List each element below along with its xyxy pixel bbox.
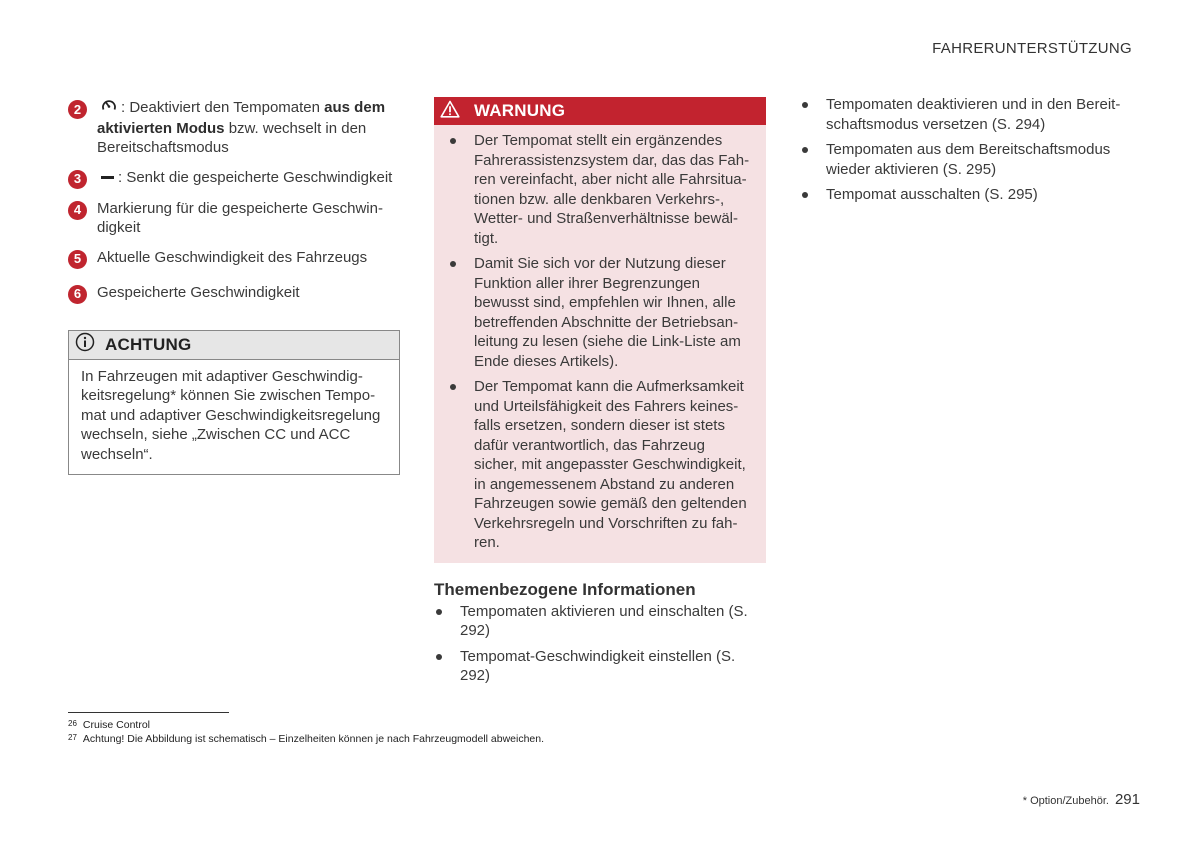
info-circle-icon xyxy=(75,332,95,357)
warning-header xyxy=(434,97,766,125)
bullet-dot xyxy=(802,192,808,198)
warning-box xyxy=(434,97,766,563)
callout-number-badge: 5 xyxy=(68,250,87,269)
callout-text xyxy=(97,98,400,158)
bullet-dot xyxy=(450,384,456,390)
minus-icon xyxy=(101,176,114,179)
bullet-dot xyxy=(802,147,808,153)
page-number: 291 xyxy=(1114,791,1140,808)
bullet-dot xyxy=(450,261,456,267)
callout-text: Aktuelle Geschwindigkeit des Fahrzeugs xyxy=(97,248,368,266)
callout-text-after: bzw. wechselt in den Bereitschaftsmodus xyxy=(97,119,367,156)
callout-number-badge: 2 xyxy=(68,100,87,119)
caution-title: ACHTUNG xyxy=(105,334,192,354)
caution-box xyxy=(68,330,400,476)
warning-item: Der Tempomat stellt ein ergänzendes Fahrerassistenzsystem dar, das das Fahren vereinfacht, aber nicht alle Fahrsituationen bzw. alle denkbaren Verkehrs-, Wetter- und Straßenverhältnisse bewältigt. xyxy=(448,131,752,248)
bullet-dot xyxy=(436,654,442,660)
warning-triangle-icon xyxy=(440,100,460,123)
callout-text: Gespeicherte Geschwindigkeit xyxy=(97,283,300,301)
callout-text: Markierung für die gespeicherte Geschwindigkeit xyxy=(97,199,383,236)
caution-header xyxy=(69,331,399,360)
bullet-dot xyxy=(450,138,456,144)
related-link[interactable]: Tempomaten aus dem Bereitschaftsmodus wieder aktivieren (S. 295) xyxy=(800,140,1140,179)
callout-item xyxy=(68,98,400,158)
related-link[interactable]: Tempomat ausschalten (S. 295) xyxy=(800,185,1140,205)
related-link[interactable]: Tempomaten aktivieren und einschalten (S. 292) xyxy=(434,602,766,641)
footnote: $^{27}$ Achtung! Die Abbildung ist schematisch – Einzelheiten können je nach Fahrzeugmodell abweichen. xyxy=(68,733,545,745)
related-links-list-continued xyxy=(800,95,1140,205)
speedometer-off-icon xyxy=(101,98,117,119)
callout-number-badge: 4 xyxy=(68,201,87,220)
section-header: FAHRERUNTERSTÜTZUNG xyxy=(932,40,1132,57)
related-links-list xyxy=(434,602,766,686)
caution-body: In Fahrzeugen mit adaptiver Geschwindigkeitsregelung* können Sie zwischen Tempomat und adaptiver Geschwindigkeitsregelung wechseln, siehe „Zwischen CC und ACC wechseln“. xyxy=(81,367,381,463)
page-footer xyxy=(1023,791,1140,808)
column-middle xyxy=(434,97,766,692)
warning-body xyxy=(434,125,766,563)
callout-item xyxy=(68,248,400,269)
callout-item xyxy=(68,283,400,304)
callout-text-before: : Deaktiviert den Tempomaten xyxy=(121,99,325,117)
related-link[interactable]: Tempomat-Geschwindigkeit einstellen (S. 292) xyxy=(434,647,766,686)
related-info-heading: Themenbezogene Informationen xyxy=(434,579,696,599)
callout-number-badge: 6 xyxy=(68,285,87,304)
column-right xyxy=(800,95,1140,211)
callout-text: : Senkt die gespeicherte Geschwindigkeit xyxy=(118,168,393,186)
warning-item: Damit Sie sich vor der Nutzung dieser Funktion aller ihrer Begrenzungen bewusst sind, empfehlen wir Ihnen, alle betreffenden Abschnitte der Betriebsanleitung zu lesen (siehe die Link-Liste am Ende dieses Artikels). xyxy=(448,254,752,371)
option-note: * Option/Zubehör. xyxy=(1022,795,1109,807)
footnote: $^{26}$ Cruise Control xyxy=(68,719,151,731)
callout-number-badge: 3 xyxy=(68,170,87,189)
bullet-dot xyxy=(436,609,442,615)
callout-item xyxy=(68,168,400,189)
warning-item: Der Tempomat kann die Aufmerksamkeit und Urteilsfähigkeit des Fahrers keinesfalls ersetzen, sondern dieser ist stets dafür verantwortlich, das Fahrzeug sicher, mit angepasster Geschwindigkeit, in angemessenem Abstand zu anderen Fahrzeugen sowie gemäß den geltenden Verkehrsregeln und Vorschriften zu fahren. xyxy=(448,377,752,553)
related-link[interactable]: Tempomaten deaktivieren und in den Bereitschaftsmodus versetzen (S. 294) xyxy=(800,95,1140,134)
warning-title: WARNUNG xyxy=(474,101,566,120)
footnote-divider xyxy=(68,712,229,713)
footnotes xyxy=(68,718,544,746)
bullet-dot xyxy=(802,102,808,108)
column-left xyxy=(68,98,400,475)
callout-text-bold: aus dem aktivierten Modus xyxy=(97,99,386,137)
callout-item xyxy=(68,199,400,238)
